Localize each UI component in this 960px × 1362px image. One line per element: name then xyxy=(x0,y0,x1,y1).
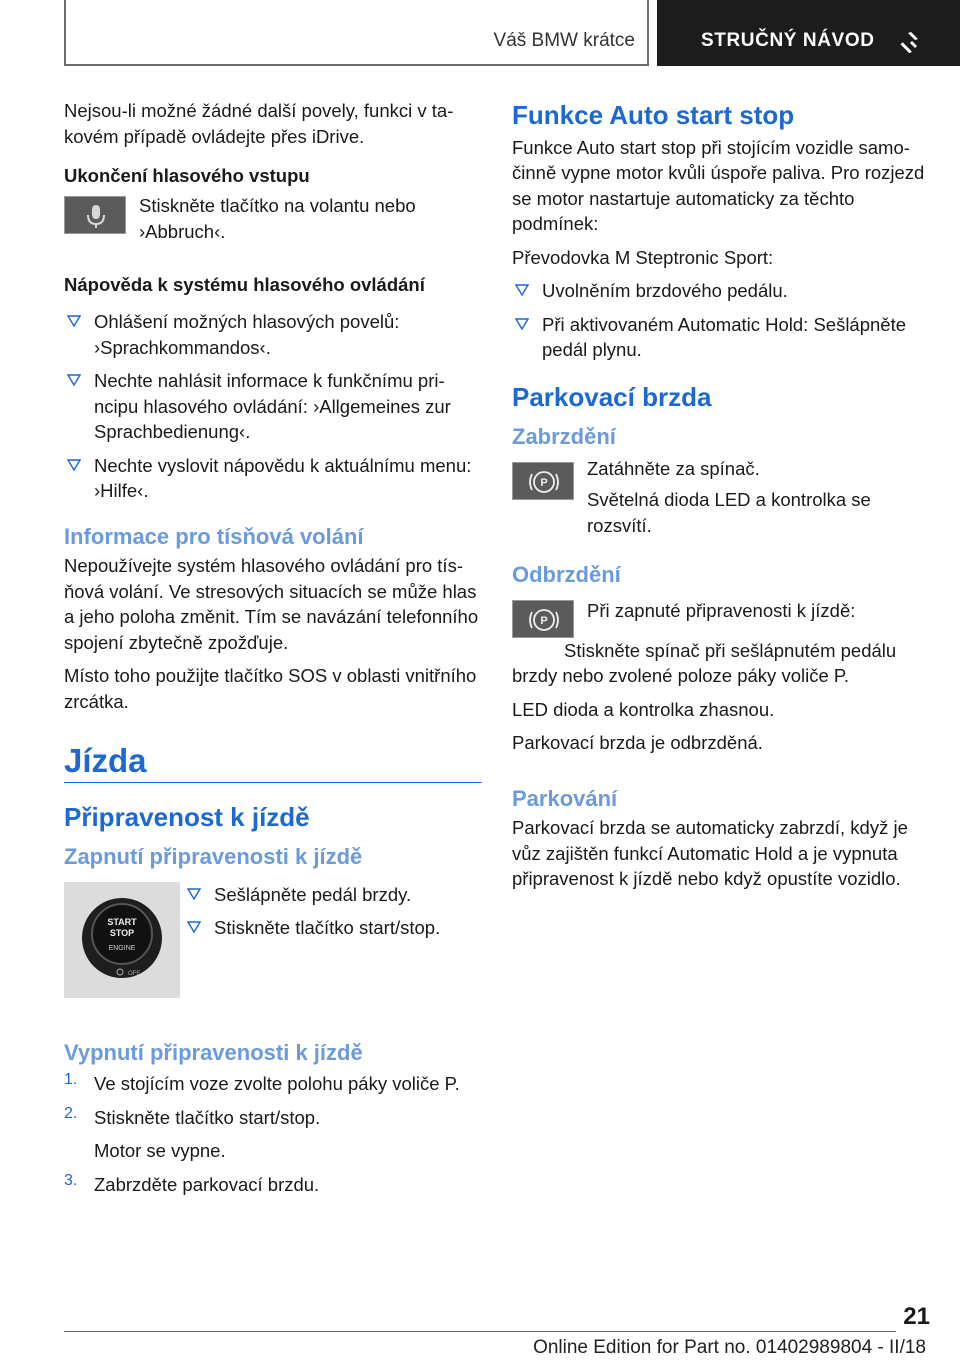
end-voice-title: Ukončení hlasového vstupu xyxy=(64,165,310,186)
step-text: Ve stojícím voze zvolte polohu páky voliče P. xyxy=(94,1073,460,1094)
triangle-bullet-icon xyxy=(515,283,529,297)
right-column xyxy=(512,100,926,902)
parking-title: Parkování xyxy=(512,785,618,811)
footer-divider xyxy=(64,1331,896,1332)
parking-brake-icon xyxy=(512,600,574,638)
numbered-step xyxy=(64,1172,482,1198)
release-paragraph-2: Parkovací brzda je odbrzděná. xyxy=(512,732,763,753)
apply-title: Zabrzdění xyxy=(512,424,616,449)
release-row xyxy=(512,594,926,634)
release-text-1: Při zapnuté připravenosti k jízdě: xyxy=(587,599,856,621)
apply-row xyxy=(512,456,926,539)
help-title: Nápověda k systému hlasového ovládání xyxy=(64,274,425,295)
svg-text:P: P xyxy=(540,614,548,627)
apply-text-1: Zatáhněte za spínač. xyxy=(587,457,760,479)
parking-brake-title: Parkovací brzda xyxy=(512,381,712,412)
release-text-2: Stiskněte spínač při sešlápnutém pedálu brzdy nebo zvolené poloze páky voliče P. xyxy=(512,639,897,686)
list-item-text: Nechte nahlásit informace k funkčnímu principu hlasového ovládání: ›Allgemeines zur Sprachbedienung‹. xyxy=(94,370,451,442)
header-chapter-tab xyxy=(657,0,960,66)
svg-text:P: P xyxy=(540,476,548,489)
release-title: Odbrzdění xyxy=(512,562,621,587)
microphone-icon xyxy=(64,196,126,234)
list-item xyxy=(184,882,482,908)
triangle-bullet-icon xyxy=(187,920,201,934)
release-paragraph-1: LED dioda a kontrolka zhasnou. xyxy=(512,698,775,720)
wrench-icon xyxy=(897,29,921,53)
page-number: 21 xyxy=(903,1303,930,1330)
list-item-text: Ohlášení možných hlasových povelů: ›Sprachkommandos‹. xyxy=(94,311,400,358)
intro-paragraph: Nejsou-li možné žádné další povely, funkci v takovém případě ovládejte přes iDrive. xyxy=(64,100,454,147)
list-item-text: Při aktivovaném Automatic Hold: Sešlápněte pedál plynu. xyxy=(542,313,907,360)
autostart-title: Funkce Auto start stop xyxy=(512,100,795,130)
emergency-title: Informace pro tísňová volání xyxy=(64,523,364,549)
step-number: 3. xyxy=(64,1171,78,1189)
step-number: 1. xyxy=(64,1071,78,1088)
list-item xyxy=(64,453,482,504)
emergency-paragraph-2: Místo toho použijte tlačítko SOS v oblasti vnitřního zrcátka. xyxy=(64,665,477,712)
list-item-text: Stiskněte tlačítko start/stop. xyxy=(214,917,441,938)
apply-text-2: Světelná dioda LED a kontrolka se rozsvítí. xyxy=(587,489,871,536)
engine-label: ENGINE xyxy=(108,944,136,952)
driving-title: Jízda xyxy=(64,748,482,783)
footer-edition: Online Edition for Part no. 01402989804 - II/18 xyxy=(533,1337,926,1358)
parking-brake-icon xyxy=(512,462,574,500)
numbered-step xyxy=(64,1105,482,1131)
numbered-step xyxy=(64,1071,482,1097)
list-item xyxy=(64,368,482,445)
emergency-paragraph-1: Nepoužívejte systém hlasového ovládání pro tísňová volání. Ve stresových situacích se může hlas a jeho poloha změnit. Tím se navázání telefonního spojení zbytečně zpožďuje. xyxy=(64,555,479,653)
list-item xyxy=(184,915,482,941)
header-section-box xyxy=(64,0,649,66)
triangle-bullet-icon xyxy=(515,317,529,331)
step-text: Zabrzděte parkovací brzdu. xyxy=(94,1173,320,1195)
readiness-on-title: Zapnutí připravenosti k jízdě xyxy=(64,844,363,869)
autostart-transmission: Převodovka M Steptronic Sport: xyxy=(512,246,774,268)
list-item xyxy=(64,309,482,360)
stop-label: STOP xyxy=(109,927,135,938)
header-chapter-label: STRUČNÝ NÁVOD xyxy=(701,30,875,51)
list-item-text: Sešlápněte pedál brzdy. xyxy=(214,883,412,905)
start-stop-button-image xyxy=(64,882,180,998)
left-column xyxy=(64,98,482,1205)
triangle-bullet-icon xyxy=(67,373,81,387)
step-result: Motor se vypne. xyxy=(94,1140,226,1161)
list-item xyxy=(512,278,926,304)
triangle-bullet-icon xyxy=(67,314,81,328)
end-voice-text: Stiskněte tlačítko na volantu nebo ›Abbruch‹. xyxy=(139,195,416,242)
triangle-bullet-icon xyxy=(187,887,201,901)
start-label: START xyxy=(107,916,137,927)
list-item-text: Uvolněním brzdového pedálu. xyxy=(542,280,788,301)
list-item-text: Nechte vyslovit nápovědu k aktuálnímu menu: ›Hilfe‹. xyxy=(94,454,472,501)
autostart-paragraph: Funkce Auto start stop při stojícím vozidle samočinně vypne motor kvůli úspoře paliva. Pro rozjezd se motor nastartuje automaticky za těchto podmínek: xyxy=(512,136,925,234)
end-voice-row xyxy=(64,193,482,244)
step-text: Stiskněte tlačítko start/stop. xyxy=(94,1106,321,1128)
header-section-label: Váš BMW krátce xyxy=(493,30,635,51)
parking-paragraph: Parkovací brzda se automaticky zabrzdí, když je vůz zajištěn funkcí Automatic Hold a je vypnuta připravenost k jízdě nebo když opustíte vozidlo. xyxy=(512,817,908,889)
readiness-title: Připravenost k jízdě xyxy=(64,801,310,832)
triangle-bullet-icon xyxy=(67,458,81,472)
step-number: 2. xyxy=(64,1104,78,1122)
off-label: OFF xyxy=(128,970,140,977)
list-item xyxy=(512,312,926,363)
readiness-off-title: Vypnutí připravenosti k jízdě xyxy=(64,1039,363,1065)
readiness-on-block xyxy=(64,882,482,1010)
